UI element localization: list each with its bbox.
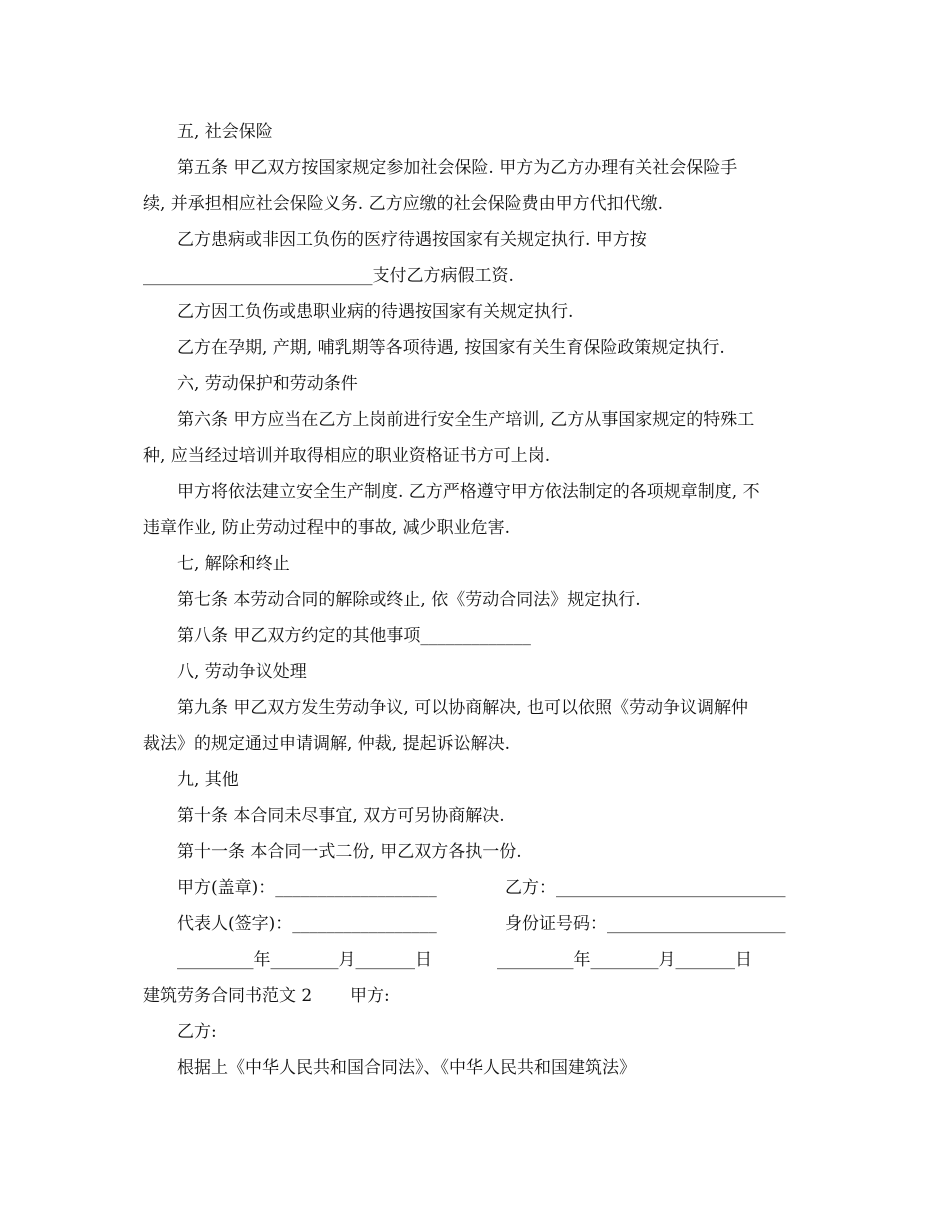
article-6-line-1: 第六条 甲方应当在乙方上岗前进行安全生产培训, 乙方从事国家规定的特殊工 [177,410,755,430]
party-a-date-field: _________年________月_______日 [177,950,432,970]
party-b-field: 乙方：___________________________ [505,878,786,898]
article-9-line-1: 第九条 甲乙双方发生劳动争议, 可以协商解决, 也可以依照《劳动争议调解仲 [177,698,749,718]
article-11-line: 第十一条 本合同一式二份, 甲乙双方各执一份. [177,842,522,862]
article-8-line: 第八条 甲乙双方约定的其他事项_____________ [177,626,531,646]
party-a-seal-field: 甲方(盖章)：___________________ [177,878,437,898]
party-b-date-field: _________年________月_______日 [497,950,752,970]
maternity-line: 乙方在孕期, 产期, 哺乳期等各项待遇, 按国家有关生育保险政策规定执行. [177,338,725,358]
article-5-line-2: 续, 并承担相应社会保险义务. 乙方应缴的社会保险费由甲方代扣代缴. [143,194,664,214]
sample-2-title-line: 建筑劳务合同书范文 2 甲方: [143,986,390,1006]
section-heading-other: 九, 其他 [177,770,239,790]
legal-basis-line: 根据上《中华人民共和国合同法》、《中华人民共和国建筑法》 [177,1058,636,1078]
section-heading-termination: 七, 解除和终止 [177,554,290,574]
safety-line-1: 甲方将依法建立安全生产制度. 乙方严格遵守甲方依法制定的各项规章制度, 不 [177,482,760,502]
article-5-line-1: 第五条 甲乙双方按国家规定参加社会保险. 甲方为乙方办理有关社会保险手 [177,158,738,178]
article-7-line: 第七条 本劳动合同的解除或终止, 依《劳动合同法》规定执行. [177,590,641,610]
article-9-line-2: 裁法》的规定通过申请调解, 仲裁, 提起诉讼解决. [143,734,511,754]
section-heading-dispute: 八, 劳动争议处理 [177,662,307,682]
representative-signature-field: 代表人(签字)：_________________ [177,914,437,934]
article-10-line: 第十条 本合同未尽事宜, 双方可另协商解决. [177,806,505,826]
section-heading-labor-protection: 六, 劳动保护和劳动条件 [177,374,358,394]
id-number-field: 身份证号码：_____________________ [505,914,786,934]
section-heading-social-insurance: 五, 社会保险 [177,122,273,142]
sick-leave-line-1: 乙方患病或非因工负伤的医疗待遇按国家有关规定执行. 甲方按 [177,230,647,250]
article-6-line-2: 种, 应当经过培训并取得相应的职业资格证书方可上岗. [143,446,551,466]
sick-leave-line-2: ___________________________支付乙方病假工资. [143,266,514,286]
work-injury-line: 乙方因工负伤或患职业病的待遇按国家有关规定执行. [177,302,574,322]
safety-line-2: 违章作业, 防止劳动过程中的事故, 减少职业危害. [143,518,511,538]
party-b-label-line: 乙方: [177,1022,217,1042]
